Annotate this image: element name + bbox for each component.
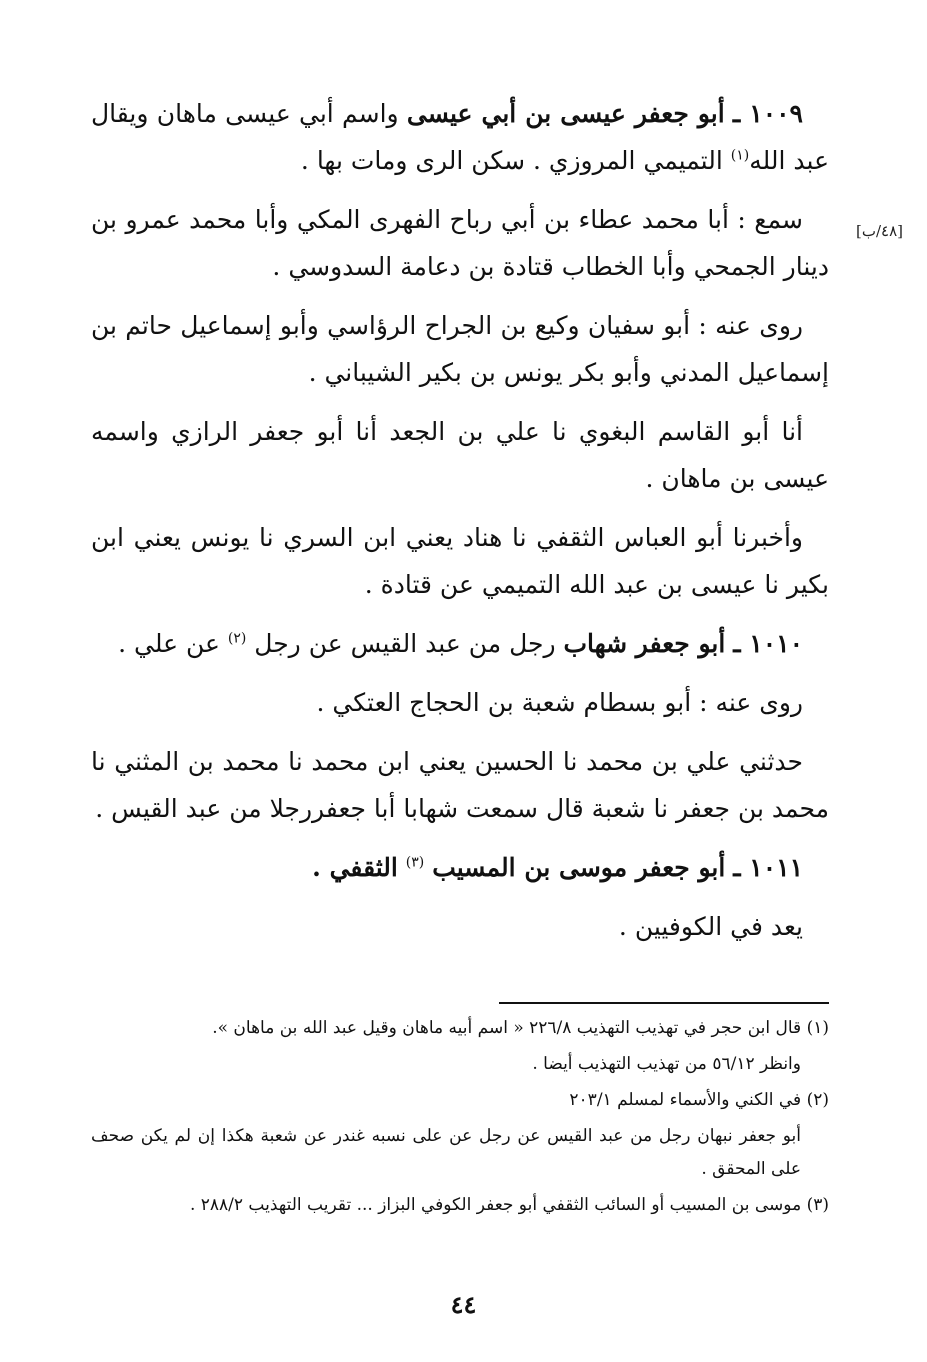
paragraph: روى عنه : أبو سفيان وكيع بن الجراح الرؤاسي وأبو إسماعيل حاتم بن إسماعيل المدني وأبو بكر يونس بن بكير الشيباني . <box>91 311 829 387</box>
entry-text: التميمي المروزي . سكن الرى ومات بها . <box>300 146 723 175</box>
entry-text: واسم أبي عيسى ماهان ويقال عبد الله <box>91 99 829 175</box>
main-text <box>91 90 829 962</box>
entry-name: أبو جعفر موسى بن المسيب <box>432 853 726 882</box>
entry-text: رجل من عبد القيس عن رجل <box>254 629 556 658</box>
manuscript-folio-note: [٤٨/ب] <box>855 222 903 240</box>
footnote: (١) قال ابن حجر في تهذيب التهذيب ٢٢٦/٨ « اسم أبيه ماهان وقيل عبد الله بن ماهان ». <box>212 1018 829 1038</box>
entry-number: ١٠١١ ـ <box>733 853 803 882</box>
entry-heading <box>91 90 829 184</box>
entry-text: عن علي . <box>118 629 220 658</box>
entry-number: ١٠١٠ ـ <box>733 629 803 658</box>
entry-name: أبو جعفر شهاب <box>563 629 726 658</box>
footnote: (٣) موسى بن المسيب أو السائب الثقفي أبو جعفر الكوفي البزاز ... تقريب التهذيب ٢٨٨/٢ . <box>189 1195 829 1215</box>
footnote: (٢) في الكني والأسماء لمسلم ٢٠٣/١ <box>569 1090 829 1110</box>
entry-name: أبو جعفر عيسى بن أبي عيسى <box>406 99 725 128</box>
paragraph: وأخبرنا أبو العباس الثقفي نا هناد يعني ابن السري نا يونس يعني ابن بكير نا عيسى بن عبد الله التميمي عن قتادة . <box>91 523 829 599</box>
footnote-marker[interactable]: (١) <box>730 147 750 164</box>
footnote-continuation: أبو جعفر نبهان رجل من عبد القيس عن رجل عن على نسبه غندر عن شعبة هكذا إن لم يكن صحف على المحقق . <box>91 1126 801 1179</box>
paragraph: حدثني علي بن محمد نا الحسين يعني ابن محمد نا محمد بن المثني نا محمد بن جعفر نا شعبة قال سمعت شهابا أبا جعفررجلا من عبد القيس . <box>91 747 829 823</box>
footnote-continuation: وانظر ٥٦/١٢ من تهذيب التهذيب أيضا . <box>532 1054 801 1074</box>
footnote-marker[interactable]: (٣) <box>405 854 425 871</box>
entry-number: ١٠٠٩ ـ <box>732 99 803 128</box>
entry-name-suffix: الثقفي . <box>312 853 398 882</box>
page-number: ٤٤ <box>450 1290 477 1319</box>
paragraph: سمع : أبا محمد عطاء بن أبي رباح الفهرى المكي وأبا محمد عمرو بن دينار الجمحي وأبا الخطاب قتادة بن دعامة السدوسي . <box>91 205 829 281</box>
entry-heading <box>91 620 829 667</box>
footnote-divider <box>499 1002 829 1004</box>
footnotes <box>91 1012 829 1225</box>
paragraph: روى عنه : أبو بسطام شعبة بن الحجاج العتكي . <box>316 688 803 717</box>
entry-heading <box>91 844 829 891</box>
paragraph: أنا أبو القاسم البغوي نا علي بن الجعد أنا أبو جعفر الرازي واسمه عيسى بن ماهان . <box>91 417 829 493</box>
paragraph: يعد في الكوفيين . <box>618 912 803 941</box>
footnote-marker[interactable]: (٢) <box>227 630 247 647</box>
